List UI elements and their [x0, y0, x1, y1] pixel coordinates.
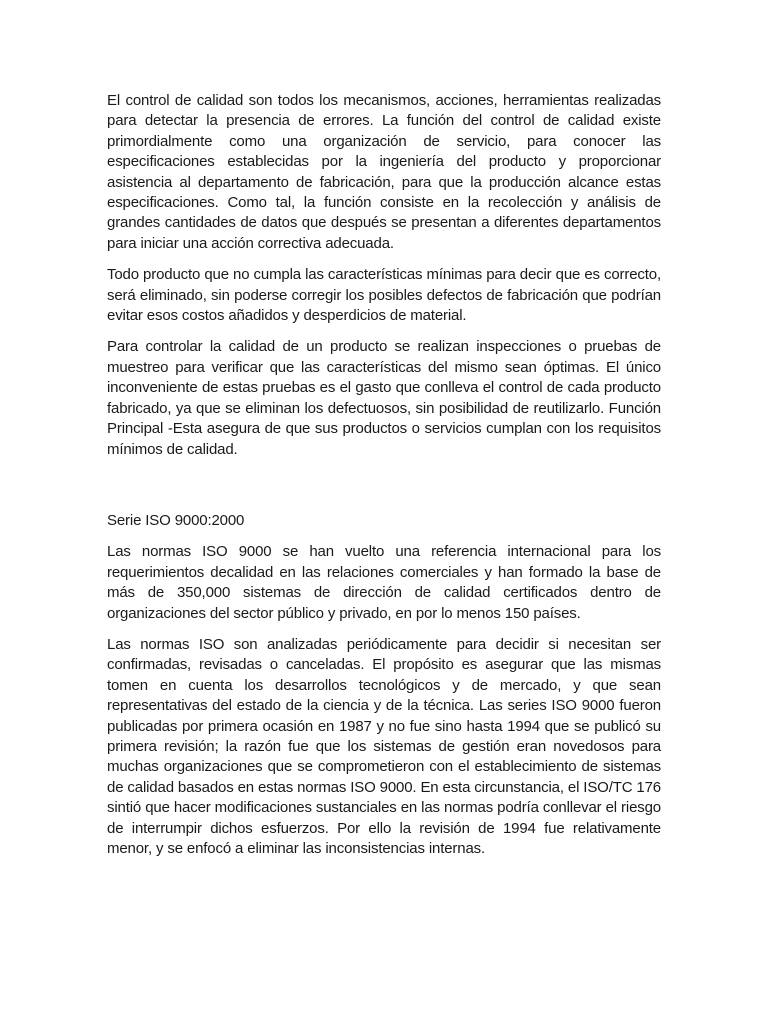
- paragraph-iso-9000-reference: Las normas ISO 9000 se han vuelto una referencia internacional para los requerimientos decalidad en las relaciones comerciales y han formado la base de más de 350,000 sistemas de dirección de calidad certificados dentro de organizaciones del sector público y privado, en por lo menos 150 países.: [107, 543, 661, 622]
- paragraph-defective-products: Todo producto que no cumpla las características mínimas para decir que es correcto, será eliminado, sin poderse corregir los posibles defectos de fabricación que podrían evitar esos costos añadidos y desperdicios de material.: [107, 266, 661, 325]
- document-page: [107, 91, 661, 870]
- paragraph-quality-control-definition: El control de calidad son todos los mecanismos, acciones, herramientas realizadas para detectar la presencia de errores. La función del control de calidad existe primordialmente como una organización de servicio, para conocer las especificaciones establecidas por la ingeniería del producto y proporcionar asistencia al departamento de fabricación, para que la producción alcance estas especificaciones. Como tal, la función consiste en la recolección y análisis de grandes cantidades de datos que después se presentan a diferentes departamentos para iniciar una acción correctiva adecuada.: [107, 92, 661, 252]
- section-spacer: [107, 471, 661, 511]
- paragraph-inspections: Para controlar la calidad de un producto se realizan inspecciones o pruebas de muestreo para verificar que las características del mismo sean óptimas. El único inconveniente de estas pruebas es el gasto que conlleva el control de cada producto fabricado, ya que se eliminan los defectuosos, sin posibilidad de reutilizarlo. Función Principal -Esta asegura de que sus productos o servicios cumplan con los requisitos mínimos de calidad.: [107, 338, 661, 458]
- section-heading: Serie ISO 9000:2000: [107, 511, 245, 529]
- paragraph-iso-revisions: Las normas ISO son analizadas periódicamente para decidir si necesitan ser confirmadas, revisadas o canceladas. El propósito es asegurar que las mismas tomen en cuenta los desarrollos tecnológicos y de mercado, y que sean representativas del estado de la ciencia y de la técnica. Las series ISO 9000 fueron publicadas por primera ocasión en 1987 y no fue sino hasta 1994 que se publicó su primera revisión; la razón fue que los sistemas de gestión eran novedosos para muchas organizaciones que se comprometieron con el establecimiento de sistemas de calidad basados en estas normas ISO 9000. En esta circunstancia, el ISO/TC 176 sintió que hacer modificaciones sustanciales en las normas podría conllevar el riesgo de interrumpir dichos esfuerzos. Por ello la revisión de 1994 fue relativamente menor, y se enfocó a eliminar las inconsistencias internas.: [107, 635, 661, 857]
